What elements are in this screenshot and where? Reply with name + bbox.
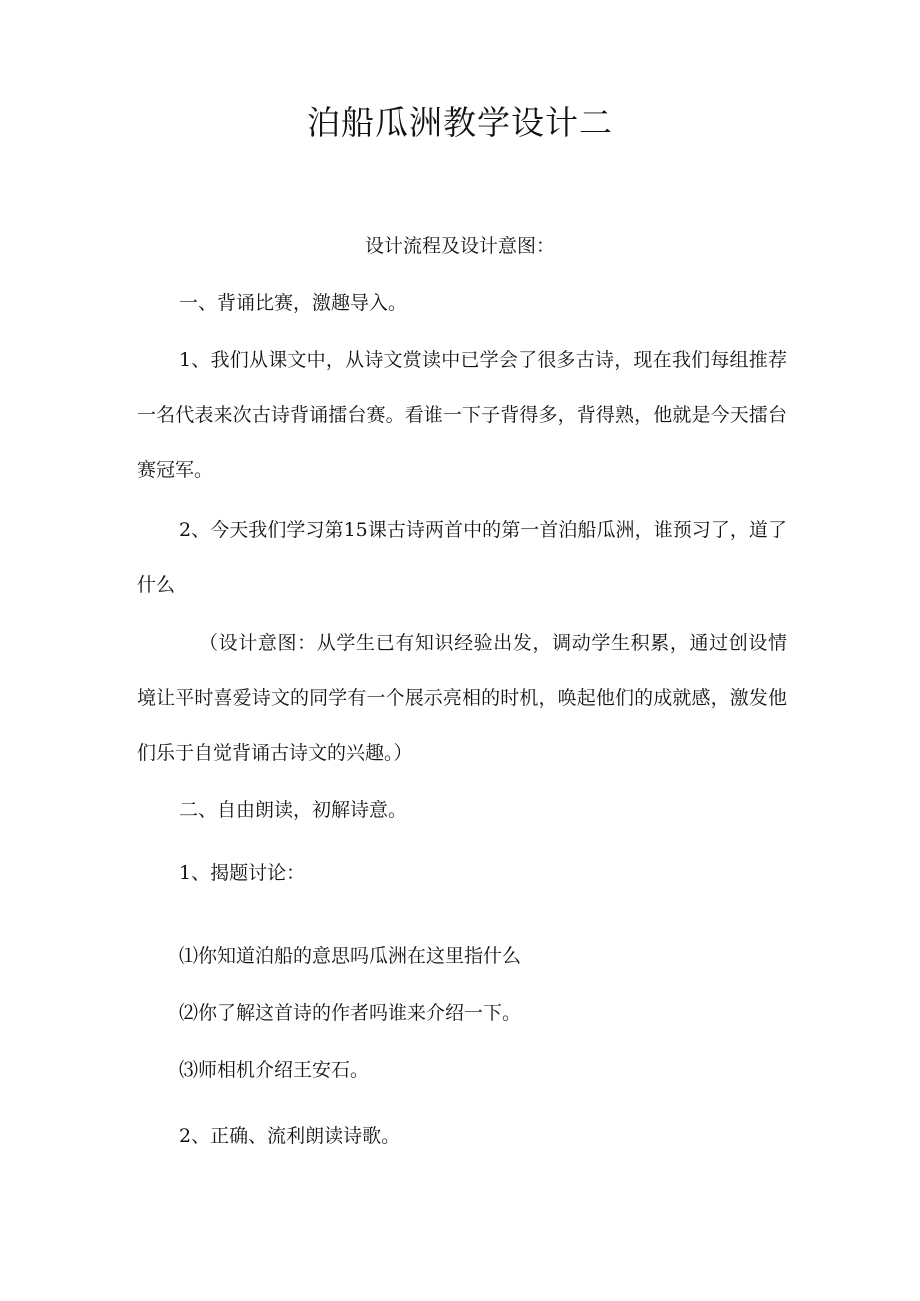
document-title: 泊船瓜洲教学设计二 xyxy=(307,103,613,142)
section2-item1: 1、揭题讨论： xyxy=(179,862,306,884)
design-intent-paragraph: （设计意图：从学生已有知识经验出发，调动学生积累，通过创设情境让平时喜爱诗文的同学有一个展示亮相的时机，唤起他们的成就感，激发他们乐于自觉背诵古诗文的兴趣。） xyxy=(137,632,787,764)
question-1: ⑴你知道泊船的意思吗瓜洲在这里指什么 xyxy=(179,945,522,967)
question-2: ⑵你了解这首诗的作者吗谁来介绍一下。 xyxy=(179,1002,522,1024)
question-3: ⑶师相机介绍王安石。 xyxy=(179,1059,370,1081)
section1-heading: 一、背诵比赛，激趣导入。 xyxy=(179,292,408,314)
section1-item1: 1、我们从课文中，从诗文赏读中已学会了很多古诗，现在我们每组推荐一名代表来次古诗背诵擂台赛。看谁一下子背得多，背得熟，他就是今天擂台赛冠军。 xyxy=(137,349,787,481)
section1-item2: 2、今天我们学习第15课古诗两首中的第一首泊船瓜洲，谁预习了，道了什么 xyxy=(137,519,787,596)
document-subtitle: 设计流程及设计意图： xyxy=(364,235,555,257)
section2-item2: 2、正确、流利朗读诗歌。 xyxy=(179,1125,401,1147)
section2-heading: 二、自由朗读，初解诗意。 xyxy=(179,799,408,821)
